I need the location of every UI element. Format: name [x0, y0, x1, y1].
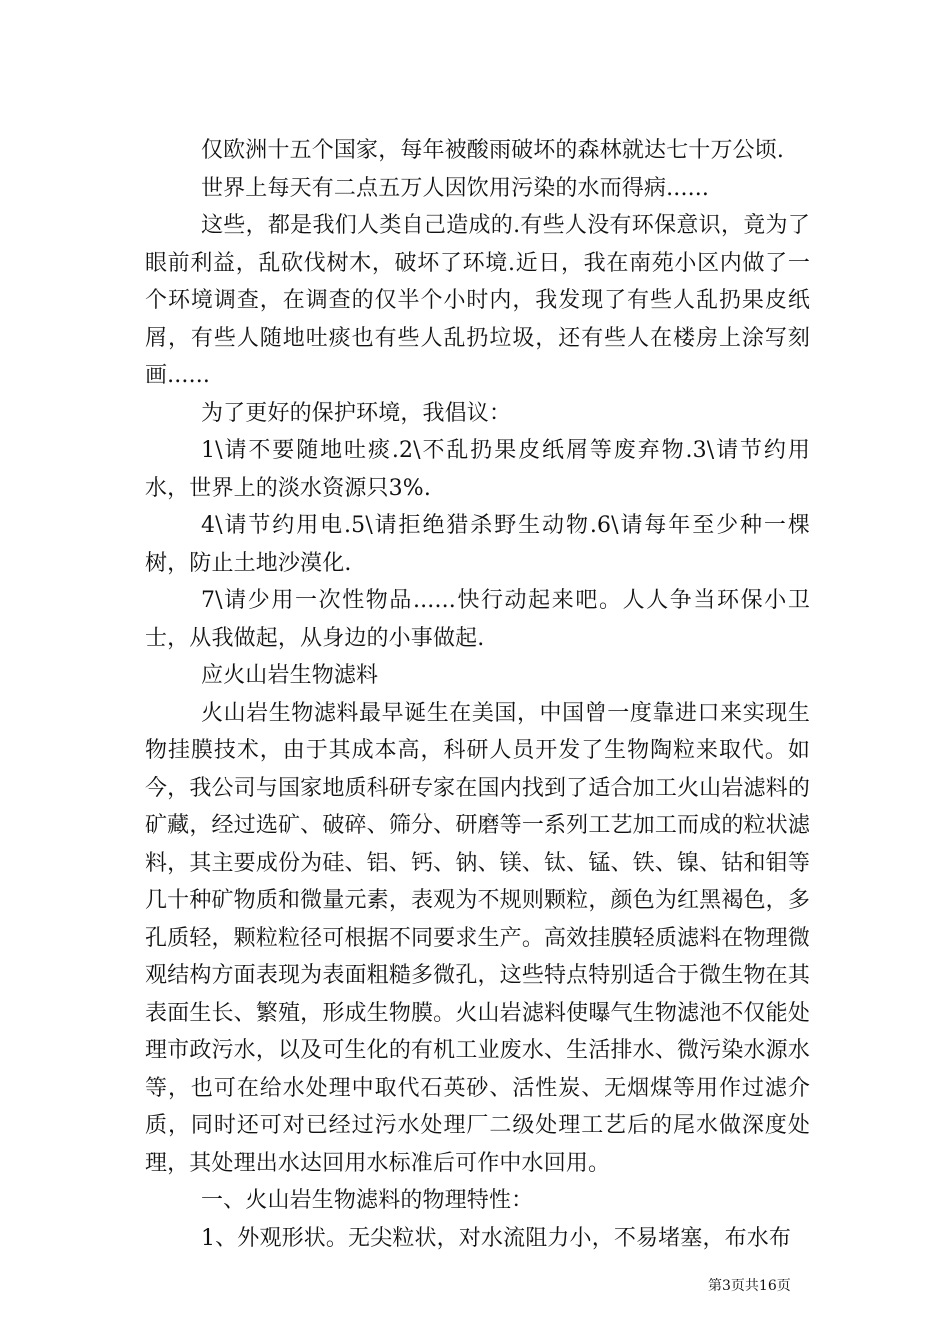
paragraph: 火山岩生物滤料最早诞生在美国，中国曾一度靠进口来实现生物挂膜技术，由于其成本高，科研人员开发了生物陶粒来取代。如今，我公司与国家地质科研专家在国内找到了适合加工火山岩滤料的矿藏，经过选矿、破碎、筛分、研磨等一系列工艺加工而成的粒状滤料，其主要成份为硅、铝、钙、钠、镁、钛、锰、铁、镍、钴和钼等几十种矿物质和微量元素，表观为不规则颗粒，颜色为红黑褐色，多孔质轻，颗粒粒径可根据不同要求生产。高效挂膜轻质滤料在物理微观结构方面表现为表面粗糙多微孔，这些特点特别适合于微生物在其表面生长、繁殖，形成生物膜。火山岩滤料使曝气生物滤池不仅能处理市政污水，以及可生化的有机工业废水、生活排水、微污染水源水等，也可在给水处理中取代石英砂、活性炭、无烟煤等用作过滤介质，同时还可对已经过污水处理厂二级处理工艺后的尾水做深度处理，其处理出水达回用水标准后可作中水回用。 [145, 700, 810, 1176]
paragraph: 这些，都是我们人类自己造成的.有些人没有环保意识，竟为了眼前利益，乱砍伐树木，破坏了环境.近日，我在南苑小区内做了一个环境调查，在调查的仅半个小时内，我发现了有些人乱扔果皮纸屑，有些人随地吐痰也有些人乱扔垃圾，还有些人在楼房上涂写刻画...... [145, 213, 810, 388]
paragraph: 世界上每天有二点五万人因饮用污染的水而得病...... [201, 175, 710, 201]
page-number: 第3页共16页 [708, 1278, 791, 1294]
paragraph: 1、外观形状。无尖粒状，对水流阻力小，不易堵塞，布水布 [201, 1225, 792, 1251]
paragraph: 为了更好的保护环境，我倡议： [201, 400, 512, 426]
section-heading: 应火山岩生物滤料 [201, 663, 379, 688]
paragraph: 1\请不要随地吐痰.2\不乱扔果皮纸屑等废弃物.3\请节约用水，世界上的淡水资源只3%. [145, 438, 810, 501]
paragraph: 仅欧洲十五个国家，每年被酸雨破坏的森林就达七十万公顷. [201, 138, 785, 163]
page-body [145, 132, 810, 1257]
paragraph: 4\请节约用电.5\请拒绝猎杀野生动物.6\请每年至少种一棵树，防止土地沙漠化. [145, 513, 810, 576]
subsection-heading: 一、火山岩生物滤料的物理特性： [201, 1188, 534, 1213]
paragraph: 7\请少用一次性物品......快行动起来吧。人人争当环保小卫士，从我做起，从身边的小事做起. [145, 588, 810, 651]
